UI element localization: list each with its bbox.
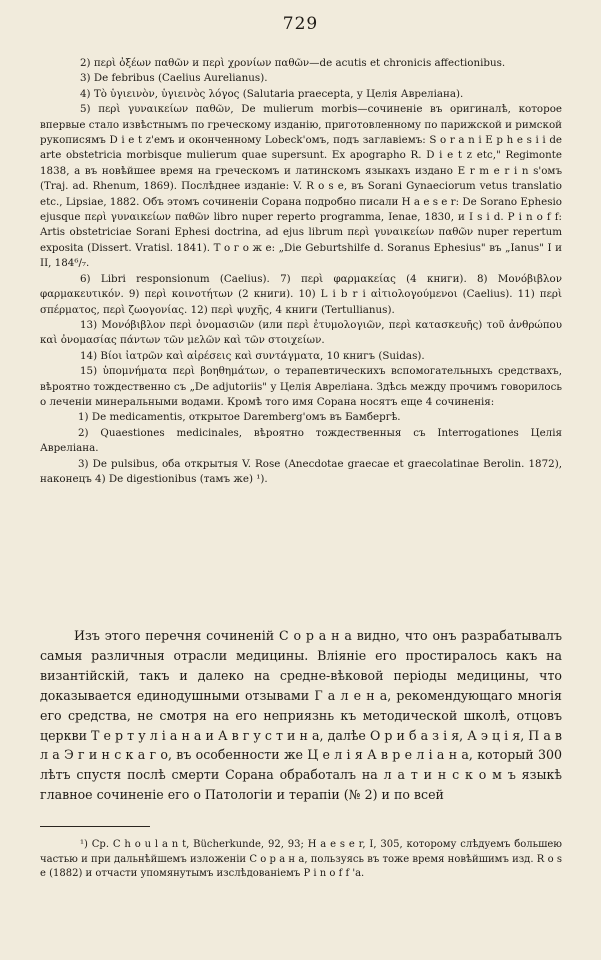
work-item-13: 13) Μονόβιβλον περὶ ὀνομασιῶν (или περὶ ἐτυμολογιῶν, περὶ κατασκευῆς) τοῦ ἀνθρώπου καὶ ὀνομασίας πάντων τῶν μελῶν καὶ τῶν στοιχείων. — [40, 318, 562, 347]
footnote-divider — [40, 826, 150, 827]
work-item-3: 3) De febribus (Caelius Aurelianus). — [80, 72, 268, 85]
main-paragraph: Изъ этого перечня сочиненій С о р а н а видно, что онъ разрабатывалъ самыя различныя отрасли медицины. Вліяніе его простиралось какъ на византійскій, такъ и далеко на средне-вѣковой періоды медицины, что доказывается единодушными отзывами Г а л е н а, рекомендующаго многія его средства, не смотря на его неприязнь къ методической школѣ, отцовъ церкви Т е р т у л і а н а и А в г у с т и н а, далѣе О р и б а з і я, А э ц і я, П а в л а Э г и н с к а г о, въ особенности же Ц е л і я А в р е л і а н а, который 300 лѣтъ спустя послѣ смерти Сорана обработалъ на л а т и н с к о м ъ языкѣ главное сочиненіе его о Патологіи и терапіи (№ 2) и по всей — [40, 628, 562, 803]
work-item-14: 14) Βίοι ἰατρῶν καὶ αἱρέσεις καὶ συντάγματα, 10 книгъ (Suidas). — [80, 349, 425, 362]
sub-work-3: 3) De pulsibus, оба открытыя V. Rose (Anecdotae graecae et graecolatinae Berolin. 1872), наконецъ 4) De digestionibus (тамъ же) ¹). — [40, 457, 562, 485]
footnote-text: ¹) Ср. C h o u l a n t, Bücherkunde, 92, 93; H a e s e r, I, 305, которому слѣдуемъ большею частью и при дальнѣйшемъ изложеніи С о р а н а, пользуясь въ тоже время новѣйшимъ изд. R o s e (1882) и отчасти упомянутымъ изслѣдованіемъ P i n o f f 'a. — [40, 839, 562, 880]
work-item-15: 15) ὑπομνήματα περὶ βοηθημάτων, о терапевтическихъ вспомогательныхъ средствахъ, вѣроятно тождественно съ „De adjutoriis" у Целія Авреліана. Здѣсь между прочимъ говорилось о леченіи минеральными водами. Кромѣ того имя Сорана носятъ еще 4 сочиненія: — [40, 365, 562, 408]
sub-work-2: 2) Quaestiones medicinales, вѣроятно тождественныя съ Interrogationes Целія Авреліана. — [40, 426, 562, 455]
work-items-6-12: 6) Libri responsionum (Caelius). 7) περὶ φαρμακείας (4 книги). 8) Μονόβιβλον φαρμακευτικόν. 9) περὶ κοινοτήτων (2 книги). 10) L i b r i αἰτιολογούμενοι (Caelius). 11) περὶ σπέρματος, περὶ ζωογονίας. 12) περὶ ψυχῆς, 4 книги (Tertullianus). — [40, 272, 562, 316]
work-item-5: 5) περὶ γυναικείων παθῶν, De mulierum morbis—сочиненіе въ оригиналѣ, которое впервые стало извѣстнымъ по греческому изданію, приготовленному по парижской и римской рукописямъ D i e t z'емъ и оконченному Lobeck'омъ, подъ заглавіемъ: S o r a n i E p h e s i i de arte obstetricia morbisque mulierum quae supersunt. Ex apographo R. D i e t z etc," Regimonte 1838, а въ новѣйшее время на греческомъ и латинскомъ языкахъ издано E r m e r i n s'омъ (Traj. ad. Rhenum, 1869). Послѣднее изданіе: V. R o s e, въ Sorani Gynaeciorum vetus translatio etc., Lipsiae, 1882. Объ этомъ сочиненіи Сорана подробно писали H a e s e r: De Sorano Ephesio ejusque περὶ γυναικείων παθῶν libro nuper reperto programma, Ienae, 1830, и I s i d. P i n o f f: Artis obstetriciae Sorani Ephesi doctrina, ad ejus librum περὶ γυναικείων παθῶν nuper repertum exposita (Dissert. Vratisl. 1841). Т о г о ж е: „Die Geburtshilfe d. Soranus Ephesius" въ „Ianus" I и II, 184⁶/₇. — [40, 103, 563, 270]
works-list — [40, 56, 562, 487]
work-item-4: 4) Τὸ ὑγιεινὸν, ὑγιεινὸς λόγος (Salutaria praecepta, у Целія Авреліана). — [80, 87, 464, 100]
footnote — [40, 838, 562, 882]
work-item-2: 2) περὶ ὀξέων παθῶν и περὶ χρονίων παθῶν—de acutis et chronicis affectionibus. — [80, 57, 506, 69]
sub-work-1: 1) De medicamentis, открытое Daremberg'омъ въ Бамбергѣ. — [78, 411, 401, 424]
page-number: 729 — [282, 14, 319, 34]
main-paragraph-block — [40, 626, 562, 805]
